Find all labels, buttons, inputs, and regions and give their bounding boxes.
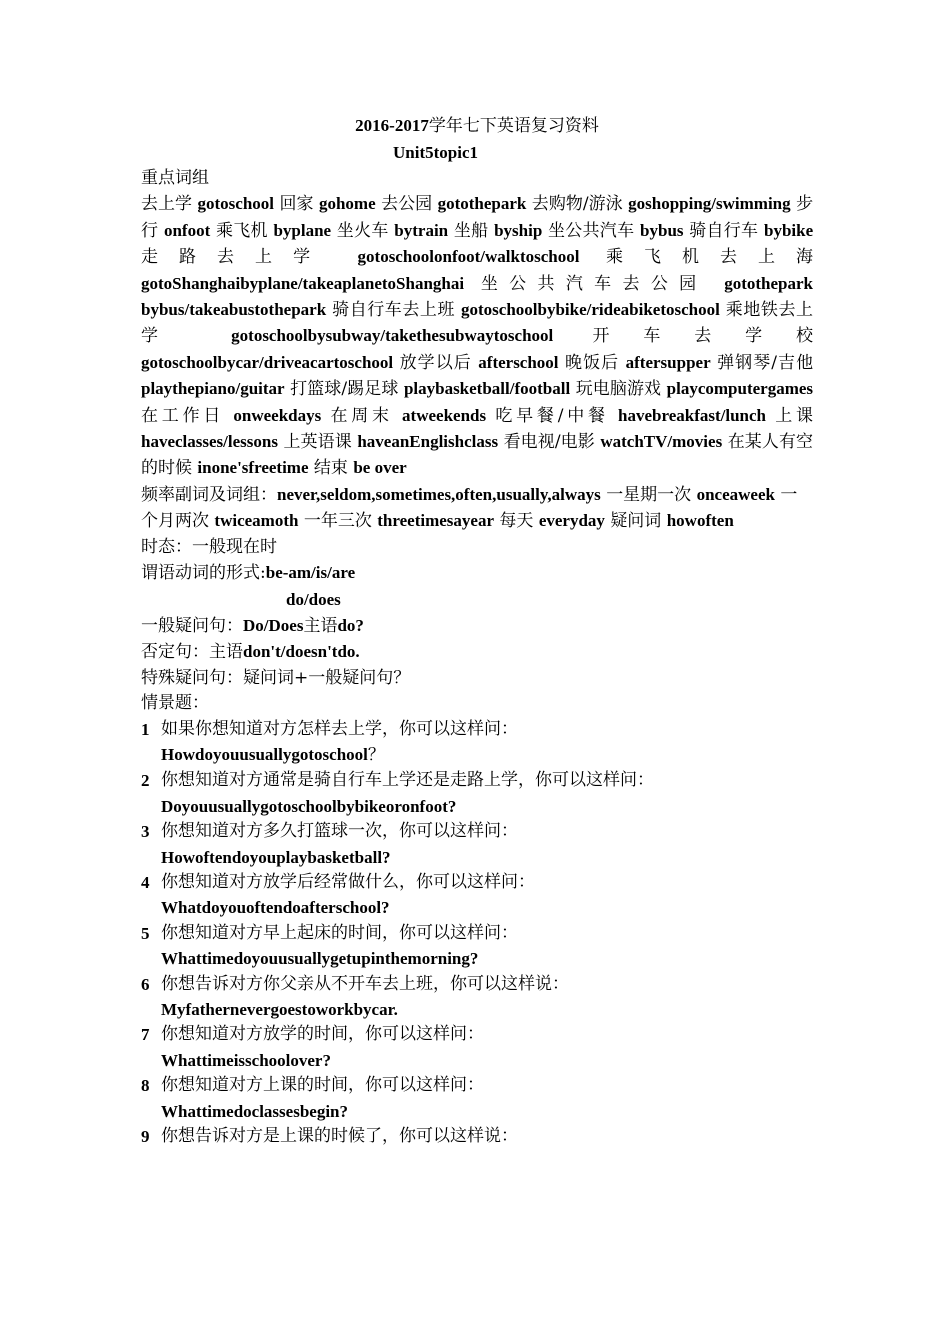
text-span: never,seldom,sometimes,often,usually,always [277, 484, 601, 504]
text-span: 一年三次 [303, 511, 372, 532]
text-span: 上课 [775, 405, 814, 426]
text-span: 每天 [499, 511, 534, 532]
text-span: Unit5topic1 [393, 143, 478, 162]
text-span: onfoot [163, 220, 211, 240]
text-span: 坐船 [453, 220, 489, 241]
text-span: Doyouusuallygotoschoolbybikeoronfoot? [161, 796, 457, 816]
text-span: 你想知道对方上课的时间，你可以这样问： [161, 1075, 484, 1096]
list-item [141, 1073, 813, 1124]
text-span: gotoschool [197, 194, 275, 214]
tense-line: 时态：一般现在时 [141, 536, 277, 557]
text-span: 频率副词及词组： [141, 484, 277, 505]
text-span: byplane [273, 220, 332, 240]
text-span: Do/Does [243, 615, 304, 635]
text-span: 你想知道对方放学后经常做什么，你可以这样问： [161, 871, 535, 892]
text-span: haveclasses/lessons [141, 432, 278, 452]
text-span: 打篮球/踢足球 [290, 379, 399, 400]
text-span: gotoschoolbysubway/takethesubwaytoschool [231, 326, 554, 346]
section-heading-phrases: 重点词组 [141, 168, 209, 188]
text-span: 在某人有空的时候 [141, 432, 814, 479]
text-span: ？ [367, 744, 385, 765]
text-span: gotothepark [437, 194, 527, 214]
text-span: 弹钢琴/吉他 [717, 352, 814, 373]
verb-form-do [141, 587, 813, 613]
document-page [141, 112, 813, 1149]
list-item [141, 1124, 813, 1149]
list-item [141, 768, 813, 819]
text-span: 你想知道对方放学的时间，你可以这样问： [161, 1024, 484, 1045]
frequency-section [141, 482, 813, 535]
text-span: 去上学 [141, 194, 193, 215]
text-span: byship [494, 220, 543, 240]
text-span: 你想知道对方早上起床的时间，你可以这样问： [161, 922, 518, 943]
text-span: 走路去上学 [141, 247, 332, 268]
text-span: goshopping/swimming [628, 194, 791, 214]
special-question-line: 特殊疑问句：疑问词+一般疑问句？ [141, 667, 411, 688]
text-span: haveanEnglishclass [357, 432, 499, 452]
text-span: Howdoyouusuallygotoschool [161, 744, 368, 764]
text-span: 放学以后 [399, 352, 472, 373]
text-span: 你想知道对方通常是骑自行车上学还是走路上学，你可以这样问： [161, 770, 654, 791]
text-span: 4 [141, 872, 150, 892]
text-span: Whatdoyouoftendoafterschool? [161, 898, 390, 918]
text-span: 步行 [141, 194, 814, 241]
text-span: 乘地铁去上学 [141, 300, 814, 347]
text-span: do/does [286, 589, 341, 609]
text-span: 一个月两次 [141, 484, 798, 532]
list-item [141, 717, 813, 769]
text-span: 吃早餐/中餐 [495, 405, 609, 426]
text-span: 5 [141, 923, 150, 943]
text-span: playcomputergames [666, 379, 814, 399]
list-item [141, 1022, 813, 1073]
text-span: be over [353, 458, 407, 478]
text-span: don't/doesn'tdo. [243, 642, 360, 662]
text-span: gotothepark bybus/takeabustothepark [141, 273, 813, 320]
text-span: havebreakfast/lunch [618, 405, 767, 425]
text-span: 否定句：主语 [141, 642, 243, 663]
text-span: twiceamoth [214, 511, 299, 531]
text-span: 3 [141, 822, 150, 842]
text-span: 结束 [313, 458, 348, 479]
text-span: be-am/is/are [265, 563, 356, 583]
document-title [141, 112, 813, 140]
text-span: 在周末 [330, 405, 393, 426]
text-span: 回家 [279, 194, 314, 215]
text-span: 6 [141, 974, 150, 994]
text-span: 乘飞机去上海 [605, 247, 814, 268]
text-span: 1 [141, 719, 150, 739]
text-span: 9 [141, 1127, 150, 1147]
text-span: bybike [764, 220, 814, 240]
text-span: 疑问词 [610, 511, 662, 532]
text-span: 你想告诉对方是上课的时候了，你可以这样说： [161, 1126, 518, 1147]
text-span: bybus [640, 220, 684, 240]
text-span: do? [337, 615, 364, 635]
title-text: 学年七下英语复习资料 [428, 116, 599, 136]
text-span: 你想告诉对方你父亲从不开车去上班，你可以这样说： [161, 973, 569, 994]
list-item [141, 972, 813, 1023]
text-span: 谓语动词的形式: [141, 563, 266, 584]
text-span: 乘飞机 [215, 220, 268, 241]
text-span: 骑自行车去上班 [332, 300, 456, 321]
list-item [141, 870, 813, 921]
text-span: 上英语课 [283, 432, 352, 453]
text-span: Whattimeisschoolover? [161, 1050, 331, 1070]
text-span: onceaweek [696, 484, 775, 504]
text-span: playbasketball/football [403, 379, 571, 399]
text-span: afterschool [478, 352, 559, 372]
text-span: 开车去学校 [592, 326, 814, 347]
text-span: gotoschoolbybike/rideabiketoschool [461, 300, 720, 320]
text-span: Whattimedoyouusuallygetupinthemorning? [161, 949, 479, 969]
text-span: Howoftendoyouplaybasketball? [161, 847, 391, 867]
text-span: 玩电脑游戏 [575, 379, 662, 400]
text-span: gotoschoolonfoot/walktoschool [357, 247, 580, 267]
section-heading-scenarios: 情景题： [141, 693, 209, 714]
text-span: Myfathernevergoestoworkbycar. [161, 1000, 398, 1019]
list-item [141, 921, 813, 972]
text-span: gohome [318, 194, 376, 214]
text-span: 看电视/电影 [503, 432, 595, 453]
list-item [141, 819, 813, 870]
text-span: 7 [141, 1025, 150, 1045]
text-span: 一般疑问句： [141, 615, 243, 636]
text-span: inone'sfreetime [197, 458, 309, 478]
text-span: threetimesayear [377, 511, 494, 531]
text-span: 2 [141, 771, 150, 791]
document-subtitle [393, 140, 813, 166]
text-span: atweekends [402, 405, 487, 425]
negative-line [141, 639, 813, 665]
text-span: 8 [141, 1076, 150, 1096]
text-span: 去公园 [381, 194, 433, 215]
text-span: onweekdays [233, 405, 322, 425]
text-span: playthepiano/guitar [141, 379, 285, 399]
verb-form-line [141, 560, 813, 586]
general-question-line [141, 613, 813, 639]
text-span: 一星期一次 [606, 484, 692, 505]
text-span: howoften [666, 511, 734, 531]
text-span: 坐公共汽车去公园 [480, 273, 708, 294]
title-year: 2016-2017 [355, 116, 429, 135]
text-span: gotoShanghaibyplane/takeaplanetoShanghai [141, 273, 465, 293]
text-span: watchTV/movies [600, 432, 723, 452]
text-span: 坐公共汽车 [547, 220, 635, 241]
text-span: Whattimedoclassesbegin? [161, 1101, 348, 1121]
text-span: everyday [538, 511, 605, 531]
text-span: 去购物/游泳 [531, 194, 623, 215]
text-span: gotoschoolbycar/driveacartoschool [141, 352, 394, 372]
vocab-list [141, 191, 813, 481]
text-span: 在工作日 [141, 405, 225, 426]
text-span: aftersupper [625, 352, 711, 372]
text-span: 坐火车 [336, 220, 389, 241]
text-span: 你想知道对方多久打篮球一次，你可以这样问： [161, 821, 518, 842]
text-span: bytrain [394, 220, 449, 240]
text-span: 骑自行车 [689, 220, 759, 241]
text-span: 晚饭后 [565, 352, 620, 373]
text-span: 如果你想知道对方怎样去上学，你可以这样问： [161, 718, 518, 739]
text-span: 主语 [303, 615, 338, 636]
